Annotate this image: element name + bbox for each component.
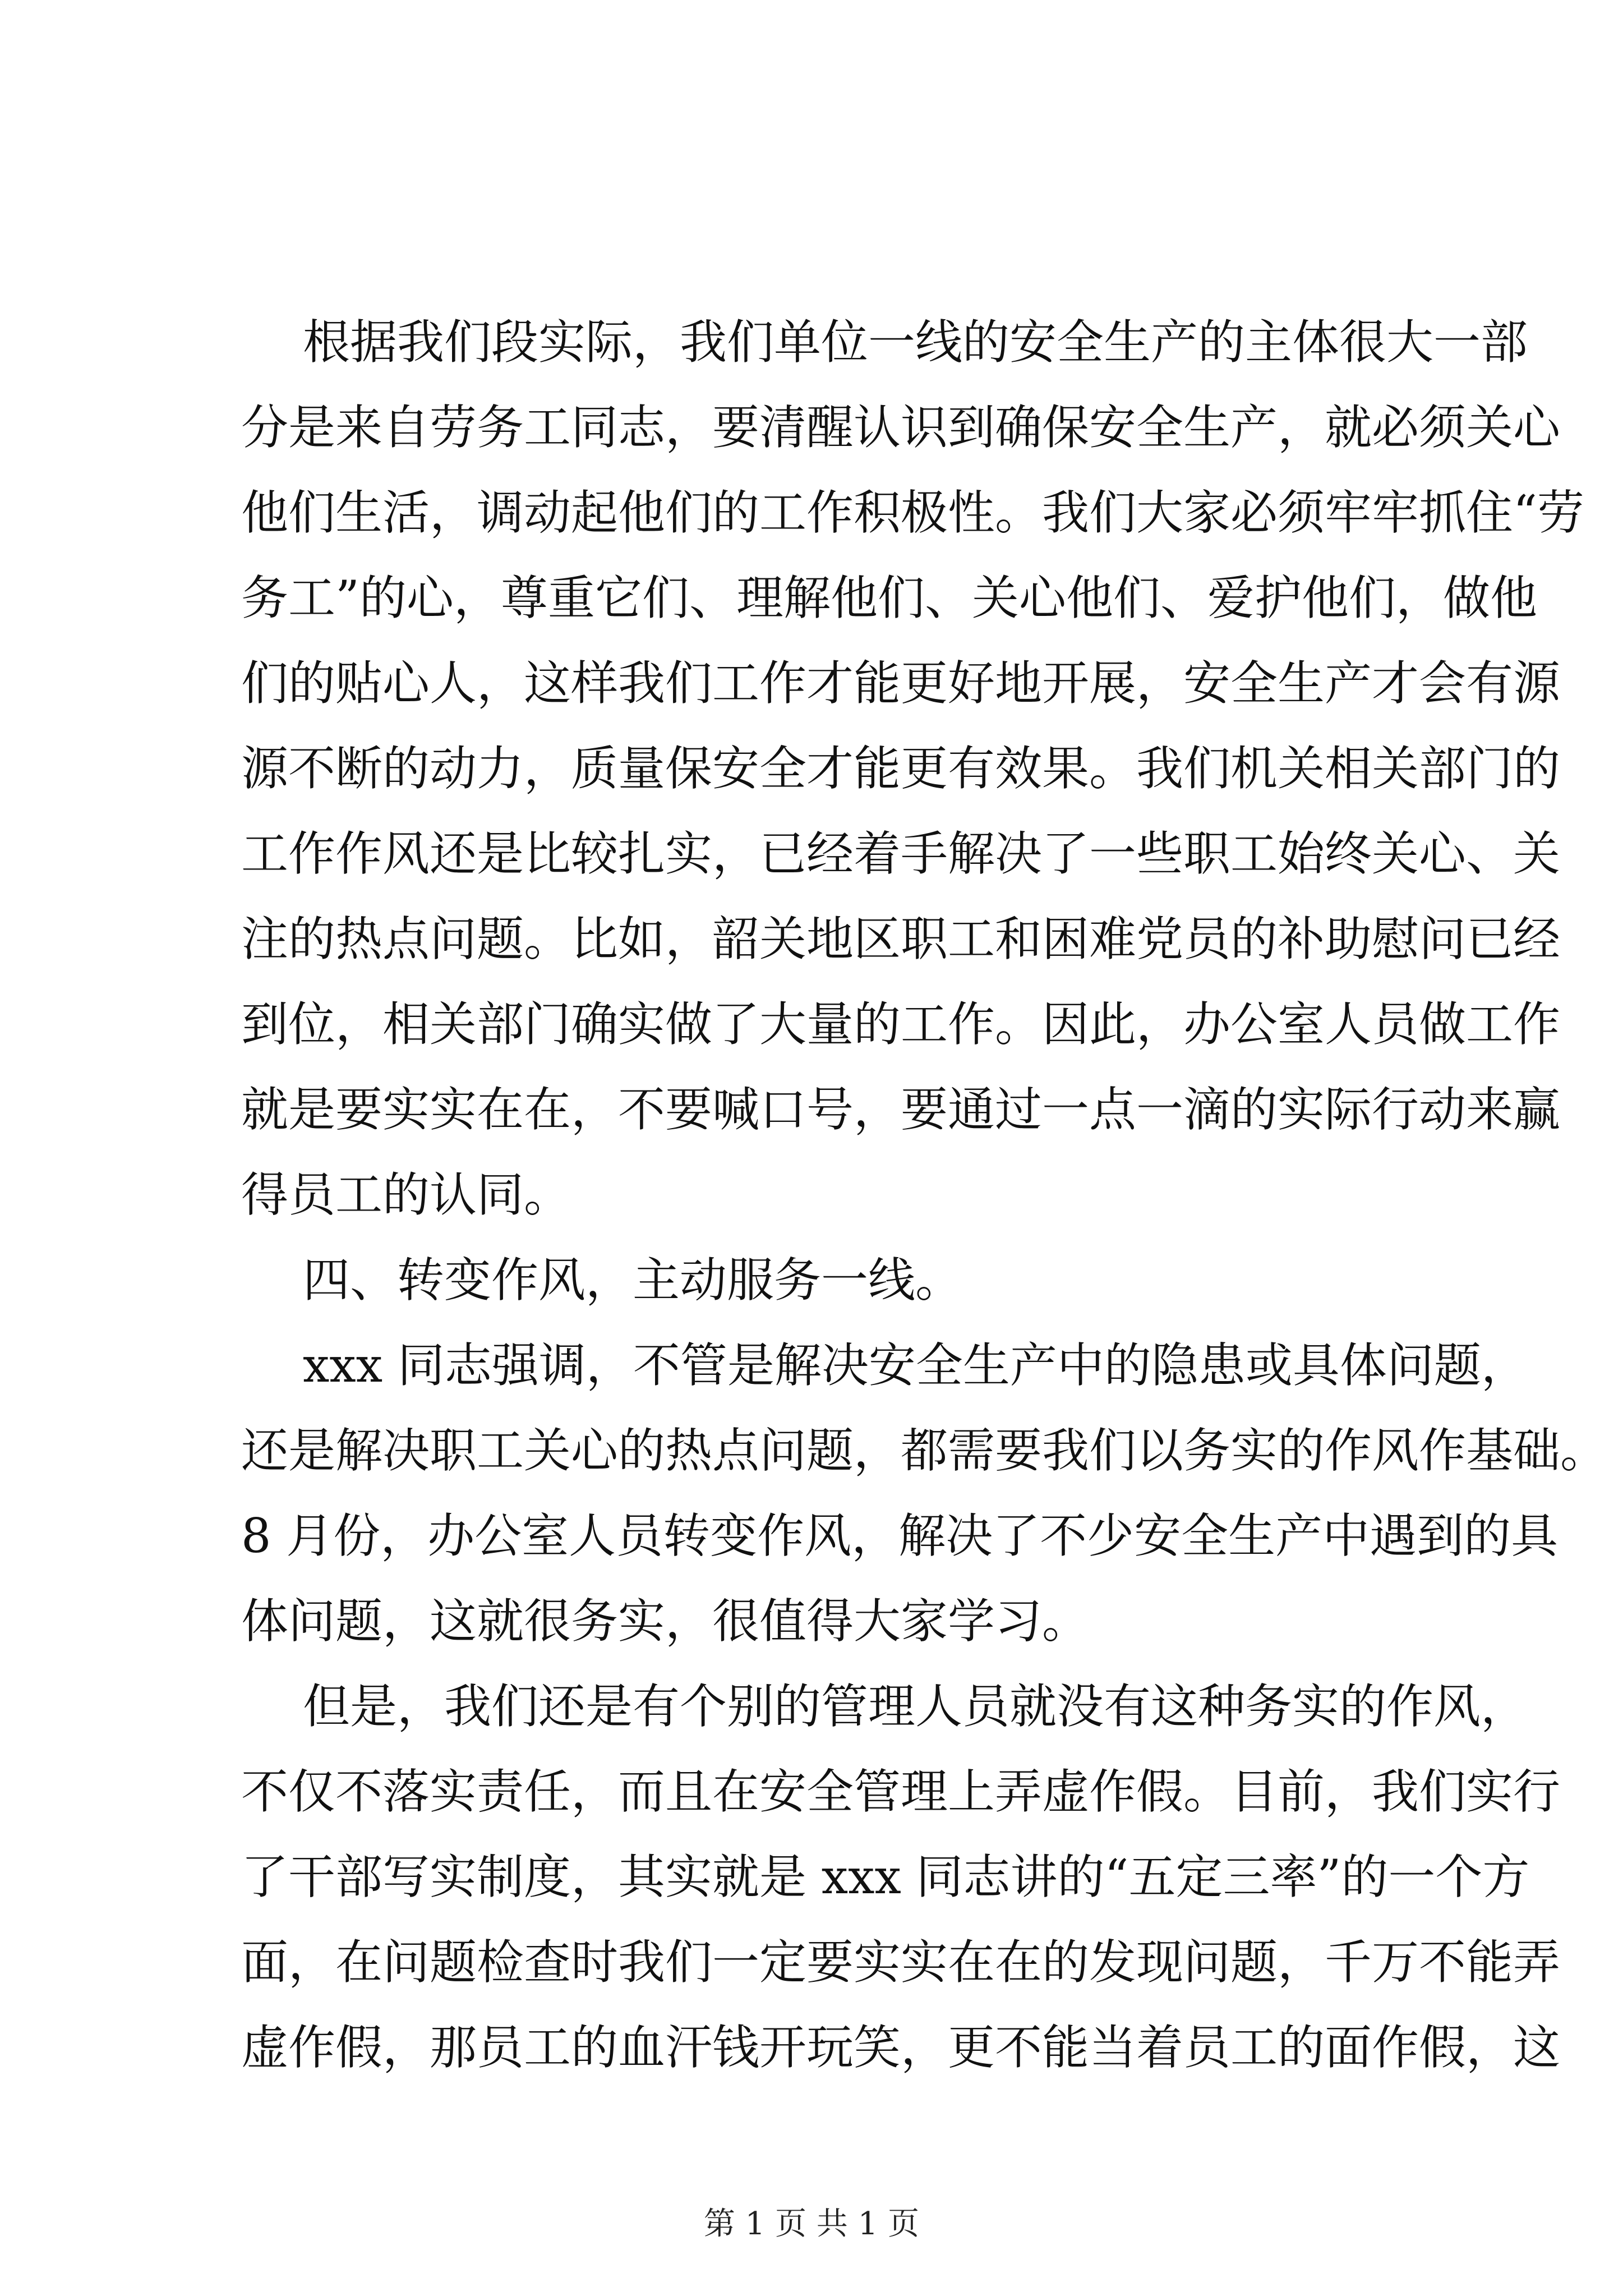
text-line: 注的热点问题。比如，韶关地区职工和困难党员的补助慰问已经 bbox=[241, 912, 1561, 967]
text-line: 体问题，这就很务实，很值得大家学习。 bbox=[241, 1594, 1090, 1649]
text-line: 到位，相关部门确实做了大量的工作。因此，办公室人员做工作 bbox=[241, 997, 1561, 1052]
text-line: 还是解决职工关心的热点问题，都需要我们以务实的作风作基础。 bbox=[241, 1423, 1608, 1478]
text-line: 们的贴心人，这样我们工作才能更好地开展，安全生产才会有源 bbox=[241, 656, 1561, 711]
text-line: 源不断的动力，质量保安全才能更有效果。我们机关相关部门的 bbox=[241, 741, 1561, 796]
text-line: 面，在问题检查时我们一定要实实在在的发现问题，千万不能弄 bbox=[241, 1935, 1561, 1990]
text-line: 分是来自劳务工同志，要清醒认识到确保安全生产，就必须关心 bbox=[241, 400, 1561, 455]
page-footer: 第 1 页 共 1 页 bbox=[703, 2206, 920, 2242]
text-line: 不仅不落实责任，而且在安全管理上弄虚作假。目前，我们实行 bbox=[241, 1764, 1561, 1819]
text-line: 他们生活，调动起他们的工作积极性。我们大家必须牢牢抓住“劳 bbox=[241, 485, 1584, 540]
text-line: 得员工的认同。 bbox=[241, 1167, 571, 1222]
text-line: 工作作风还是比较扎实，已经着手解决了一些职工始终关心、关 bbox=[241, 826, 1561, 881]
text-line: 但是，我们还是有个别的管理人员就没有这种务实的作风， bbox=[303, 1679, 1528, 1734]
text-line: 就是要实实在在，不要喊口号，要通过一点一滴的实际行动来赢 bbox=[241, 1082, 1561, 1137]
text-line: 了干部写实制度，其实就是 xxx 同志讲的“五定三率”的一个方 bbox=[241, 1849, 1530, 1904]
text-line: 根据我们段实际，我们单位一线的安全生产的主体很大一部 bbox=[303, 315, 1528, 370]
section-heading: 四、转变作风，主动服务一线。 bbox=[303, 1253, 963, 1308]
text-line: xxx 同志强调，不管是解决安全生产中的隐患或具体问题， bbox=[303, 1338, 1528, 1393]
text-line: 务工”的心，尊重它们、理解他们、关心他们、爱护他们，做他 bbox=[241, 570, 1537, 625]
text-line: 8 月份，办公室人员转变作风，解决了不少安全生产中遇到的具 bbox=[241, 1508, 1559, 1563]
text-line: 虚作假，那员工的血汗钱开玩笑，更不能当着员工的面作假，这 bbox=[241, 2020, 1561, 2075]
